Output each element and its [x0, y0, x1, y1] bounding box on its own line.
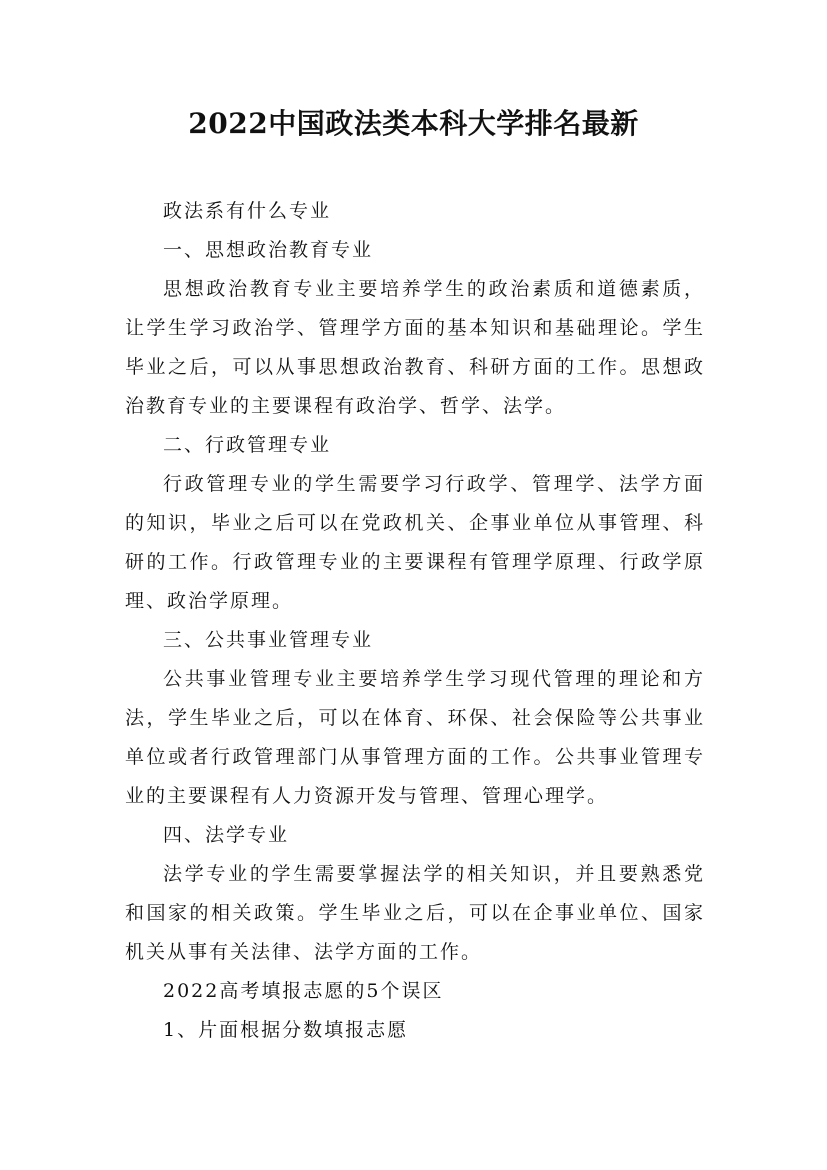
section-heading: 2022高考填报志愿的5个误区: [163, 980, 444, 1002]
subsection-heading: 四、法学专业: [163, 824, 290, 846]
subsection-heading: 二、行政管理专业: [163, 434, 332, 456]
document-body: [125, 192, 705, 1050]
body-paragraph: 思想政治教育专业主要培养学生的政治素质和道德素质，让学生学习政治学、管理学方面的基本知识和基础理论。学生毕业之后，可以从事思想政治教育、科研方面的工作。思想政治教育专业的主要课程有政治学、哲学、法学。: [125, 278, 705, 417]
section-heading: 政法系有什么专业: [163, 200, 332, 222]
subsection-heading: 三、公共事业管理专业: [163, 629, 374, 651]
body-paragraph: 行政管理专业的学生需要学习行政学、管理学、法学方面的知识，毕业之后可以在党政机关、企事业单位从事管理、科研的工作。行政管理专业的主要课程有管理学原理、行政学原理、政治学原理。: [125, 473, 705, 612]
body-paragraph: 法学专业的学生需要掌握法学的相关知识，并且要熟悉党和国家的相关政策。学生毕业之后，可以在企事业单位、国家机关从事有关法律、法学方面的工作。: [125, 863, 705, 963]
document-title: 2022中国政法类本科大学排名最新: [188, 107, 639, 140]
subsection-heading: 1、片面根据分数填报志愿: [163, 1019, 409, 1041]
subsection-heading: 一、思想政治教育专业: [163, 239, 374, 261]
body-paragraph: 公共事业管理专业主要培养学生学习现代管理的理论和方法，学生毕业之后，可以在体育、环保、社会保险等公共事业单位或者行政管理部门从事管理方面的工作。公共事业管理专业的主要课程有人力资源开发与管理、管理心理学。: [125, 668, 705, 807]
